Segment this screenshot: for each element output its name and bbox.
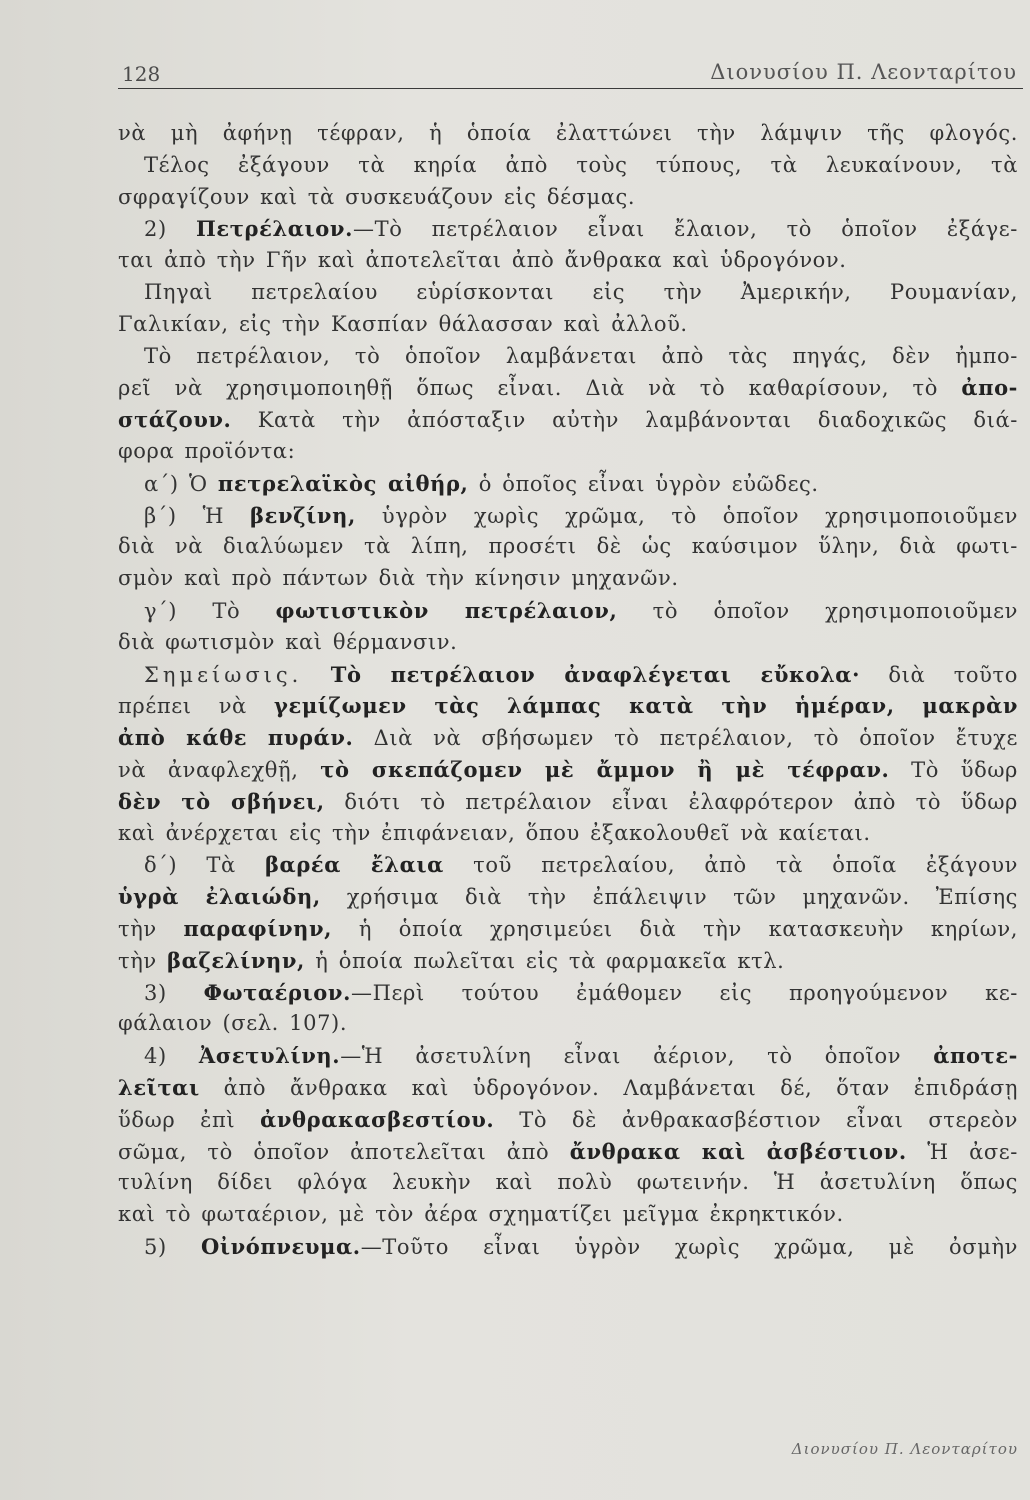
text-line [118,372,1018,404]
text-run: πρέπει νὰ [118,694,274,719]
text-line [118,309,1018,341]
bold-term: Πετρέλαιον. [195,216,353,242]
text-run: Κατὰ τὴν ἀπόσταξιν αὐτὴν λαμβάνονται διαδοχικῶς διά- [231,408,1018,433]
text-run: φορα προϊόντα: [118,438,296,463]
text-run: ται ἀπὸ τὴν Γῆν καὶ ἀποτελεῖται ἀπὸ ἄνθρακα καὶ ὑδρογόνον. [118,248,847,273]
bold-term: φωτιστικὸν πετρέλαιον, [275,597,618,623]
text-run: α΄) Ὁ [144,471,218,496]
text-run: δ΄) Τὰ [144,853,266,878]
bold-term: ἀπο- [961,375,1018,401]
bold-term: βενζίνη, [250,502,356,528]
text-run: νὰ μὴ ἀφήνῃ τέφραν, ἡ ὁποία ἐλαττώνει τὴν λάμψιν τῆς φλογός. [118,121,1018,145]
text-line [118,1231,1018,1263]
text-run: 4) [144,1044,199,1069]
text-line [118,1136,1018,1168]
text-run: —Περὶ τούτου ἐμάθομεν εἰς προηγούμενον κε- [351,980,1019,1005]
text-line [118,1040,1018,1072]
text-run: διότι τὸ πετρέλαιον εἶναι ἐλαφρότερον ἀπὸ τὸ ὕδωρ [324,789,1018,814]
text-run: Τὸ δὲ ἀνθρακασβέστιον εἶναι στερεὸν [494,1107,1018,1132]
text-run: ρεῖ νὰ χρησιμοποιηθῇ ὅπως εἶναι. Διὰ νὰ τὸ καθαρίσουν, τὸ [118,376,962,401]
text-line [118,150,1018,182]
text-line [118,182,1018,214]
text-line [118,754,1018,786]
body-text [118,118,1018,1263]
bold-term: Ἀσετυλίνη. [198,1043,341,1069]
text-run: ἡ ὁποία χρησιμεύει διὰ τὴν κατασκευὴν κηρίων, [332,916,1018,941]
text-run: ὑγρὸν χωρὶς χρῶμα, τὸ ὁποῖον χρησιμοποιοῦμεν [355,503,1018,528]
bold-term: ἄνθρακα καὶ ἀσβέστιον. [569,1138,907,1164]
text-run: διὰ νὰ διαλύωμεν τὰ λίπη, προσέτι δὲ ὡς καύσιμον ὕλην, διὰ φωτι- [118,534,1018,559]
text-run: 5) [144,1234,201,1259]
text-line [118,659,1018,691]
text-line [118,563,1018,595]
bold-term: στάζουν. [118,407,232,433]
bold-term: γεμίζωμεν τὰς λάμπας κατὰ τὴν ἡμέραν, μακρὰν [274,693,1018,719]
text-line [118,595,1018,627]
text-line [118,913,1018,945]
text-line [118,1167,1018,1199]
text-run: νὰ ἀναφλεχθῇ, [118,757,321,782]
text-run: Γαλικίαν, εἰς τὴν Κασπίαν θάλασσαν καὶ ἀλλοῦ. [118,311,688,336]
text-run: διὰ φωτισμὸν καὶ θέρμανσιν. [118,629,458,654]
text-line [118,118,1018,150]
bold-term: πετρελαϊκὸς αἰθήρ, [217,470,469,496]
text-run: β΄) Ἡ [144,503,251,528]
text-line [118,500,1018,532]
text-run: Ἡ ἀσε- [906,1139,1018,1164]
text-run: γ΄) Τὸ [144,598,276,623]
text-line [118,436,1018,468]
text-line [118,1072,1018,1104]
text-run: —Τὸ πετρέλαιον εἶναι ἔλαιον, τὸ ὁποῖον ἐξάγε- [352,217,1018,242]
bold-term: παραφίνην, [183,915,333,941]
page-header [118,54,1023,89]
bold-term: ἀπὸ κάθε πυράν. [118,725,354,751]
bold-term: δὲν τὸ σβήνει, [118,788,325,814]
text-line [118,722,1018,754]
text-line [118,1104,1018,1136]
text-run [302,663,330,687]
text-line [118,1008,1018,1040]
text-run: Τὸ πετρέλαιον, τὸ ὁποῖον λαμβάνεται ἀπὸ τὰς πηγάς, δὲν ἠμπο- [144,343,1018,368]
text-line [118,245,1018,277]
bold-term: ἀποτε- [933,1043,1018,1069]
text-line [118,849,1018,881]
text-line [118,977,1018,1009]
text-run: τὸ ὁποῖον χρησιμοποιοῦμεν [617,598,1018,623]
text-line [118,690,1018,722]
text-run: διὰ τοῦτο [859,662,1018,687]
bold-term: Φωταέριον. [203,979,351,1005]
bold-term: λεῖται [118,1074,200,1100]
text-line [118,277,1018,309]
running-head: Διονυσίου Π. Λεονταρίτου [710,60,1017,84]
text-run: σφραγίζουν καὶ τὰ συσκευάζουν εἰς δέσμας. [118,184,636,209]
text-line [118,404,1018,436]
text-run: Διὰ νὰ σβήσωμεν τὸ πετρέλαιον, τὸ ὁποῖον ἔτυχε [353,726,1018,751]
text-run: σμὸν καὶ πρὸ πάντων διὰ τὴν κίνησιν μηχανῶν. [118,566,679,591]
text-run: ἀπὸ ἄνθρακα καὶ ὑδρογόνον. Λαμβάνεται δέ, ὅταν ἐπιδράσῃ [199,1075,1018,1100]
text-line [118,945,1018,977]
text-run: Πηγαὶ πετρελαίου εὑρίσκονται εἰς τὴν Ἀμερικήν, Ρουμανίαν, [144,279,1018,304]
text-run: —Τοῦτο εἶναι ὑγρὸν χωρὶς χρῶμα, μὲ ὀσμὴν [360,1234,1019,1259]
bold-term: βαρέα ἔλαια [265,852,444,878]
bold-term: ἀνθρακασβεστίου. [260,1106,495,1132]
text-line [118,1199,1018,1231]
spaced-heading: Σημείωσις. [144,662,303,687]
text-line [118,341,1018,373]
text-line [118,468,1018,500]
text-run: καὶ ἀνέρχεται εἰς τὴν ἐπιφάνειαν, ὅπου ἐξακολουθεῖ νὰ καίεται. [118,820,871,845]
text-run: Τέλος ἐξάγουν τὰ κηρία ἀπὸ τοὺς τύπους, τὰ λευκαίνουν, τὰ [144,152,1018,177]
page-number: 128 [122,62,161,86]
text-run: 2) [144,217,196,242]
bold-term: βαζελίνην, [167,947,305,973]
text-line [118,881,1018,913]
text-line [118,818,1018,850]
text-run: ἡ ὁποία πωλεῖται εἰς τὰ φαρμακεῖα κτλ. [304,948,785,973]
text-run: καὶ τὸ φωταέριον, μὲ τὸν ἀέρα σχηματίζει μεῖγμα ἐκρηκτικόν. [118,1202,844,1227]
bold-term: ὑγρὰ ἐλαιώδη, [118,884,321,910]
text-run: τυλίνη δίδει φλόγα λευκὴν καὶ πολὺ φωτεινήν. Ἡ ἀσετυλίνη ὅπως [118,1170,1018,1195]
text-run: τοῦ πετρελαίου, ἀπὸ τὰ ὁποῖα ἐξάγουν [443,853,1018,878]
bold-term: Τὸ πετρέλαιον ἀναφλέγεται εὔκολα· [330,661,860,687]
text-run: σῶμα, τὸ ὁποῖον ἀποτελεῖται ἀπὸ [118,1139,570,1164]
text-run: ὕδωρ ἐπὶ [118,1107,261,1132]
bold-term: Οἰνόπνευμα. [200,1233,361,1259]
text-run: χρήσιμα διὰ τὴν ἐπάλειψιν τῶν μηχανῶν. Ἐπίσης [320,885,1018,910]
bold-term: τὸ σκεπάζομεν μὲ ἄμμον ἢ μὲ τέφραν. [320,756,890,782]
text-line [118,213,1018,245]
text-run: ὁ ὁποῖος εἶναι ὑγρὸν εὐῶδες. [468,471,819,496]
footer-signature: Διονυσίου Π. Λεονταρίτου [791,1440,1018,1458]
text-line [118,786,1018,818]
text-run: φάλαιον (σελ. 107). [118,1011,348,1036]
text-run: —Ἡ ἀσετυλίνη εἶναι ἀέριον, τὸ ὁποῖον [340,1044,934,1069]
text-run: 3) [144,980,204,1005]
text-run: τὴν [118,916,184,941]
text-line [118,627,1018,659]
text-run: Τὸ ὕδωρ [889,757,1018,782]
text-line [118,531,1018,563]
text-run: τὴν [118,948,168,973]
